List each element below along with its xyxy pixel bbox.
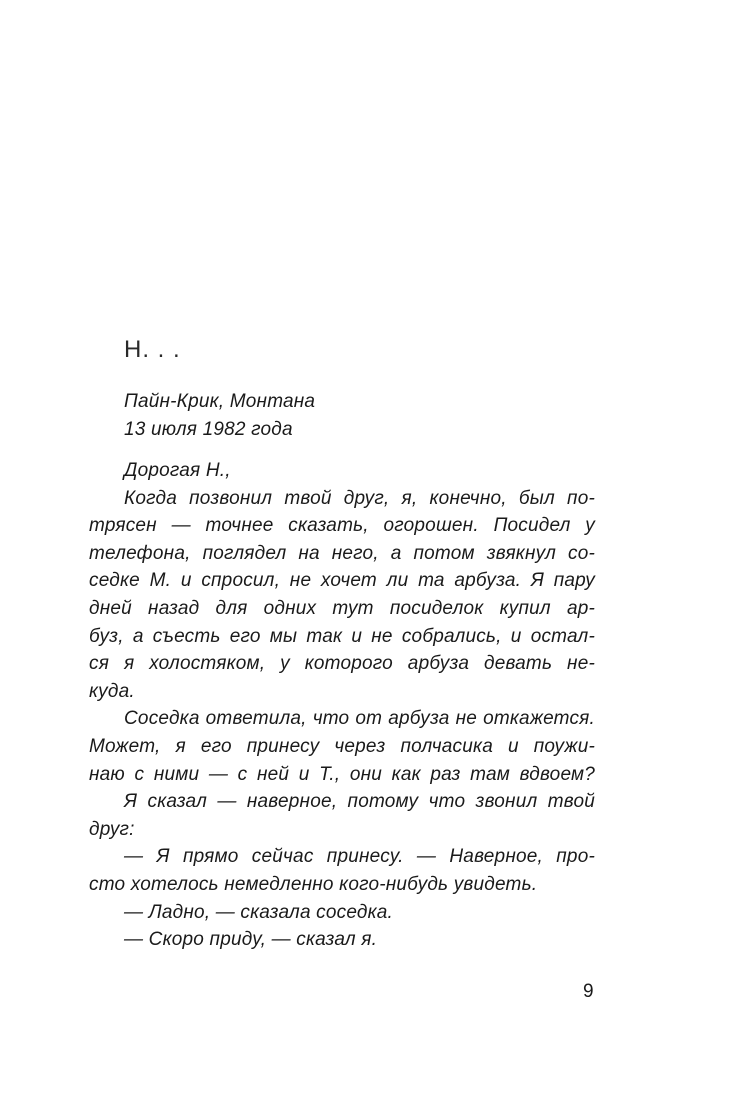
paragraph-line: Я сказал — наверное, потому что звонил твой	[124, 791, 595, 813]
paragraph-line: Когда позвонил твой друг, я, конечно, был по-	[124, 487, 595, 509]
letter-paragraph	[89, 899, 595, 927]
paragraph-line: седке М. и спросил, не хочет ли та арбуза. Я пару	[89, 570, 595, 592]
letter-paragraph	[89, 843, 595, 898]
paragraph-line: друг:	[89, 818, 135, 840]
paragraph-line: ся я холостяком, у которого арбуза девать не-	[89, 653, 595, 675]
paragraph-line: — Ладно, — сказала соседка.	[124, 901, 394, 923]
paragraph-line: буз, а съесть его мы так и не собрались, и остал-	[89, 625, 595, 647]
paragraph-line: — Я прямо сейчас принесу. — Наверное, про-	[124, 846, 595, 868]
letter-salutation: Дорогая Н.,	[124, 460, 231, 481]
letter-paragraph	[89, 705, 595, 788]
letter-date: 13 июля 1982 года	[124, 418, 293, 440]
paragraph-line: Соседка ответила, что от арбуза не откажется.	[124, 708, 595, 730]
paragraph-line: куда.	[89, 680, 135, 702]
paragraph-line: — Скоро приду, — сказал я.	[124, 929, 378, 951]
paragraph-line: наю с ними — с ней и Т., они как раз там вдвоем?	[89, 763, 595, 785]
paragraph-line: дней назад для одних тут посиделок купил ар-	[89, 597, 595, 619]
paragraph-line: трясен — точнее сказать, огорошен. Посидел у	[89, 515, 595, 537]
letter-body	[89, 457, 595, 954]
paragraph-line: Может, я его принесу через полчасика и поужи-	[89, 735, 595, 757]
letter-paragraph	[89, 485, 595, 706]
letter-heading	[124, 388, 594, 443]
paragraph-line: телефона, поглядел на него, а потом звякнул со-	[89, 542, 595, 564]
letter-paragraph	[89, 926, 595, 954]
letter-place: Пайн-Крик, Монтана	[124, 391, 316, 412]
paragraph-line: сто хотелось немедленно кого-нибудь увидеть.	[89, 873, 538, 895]
letter-paragraph	[89, 788, 595, 843]
chapter-title: Н. . .	[124, 336, 181, 363]
page-number: 9	[583, 981, 594, 1002]
